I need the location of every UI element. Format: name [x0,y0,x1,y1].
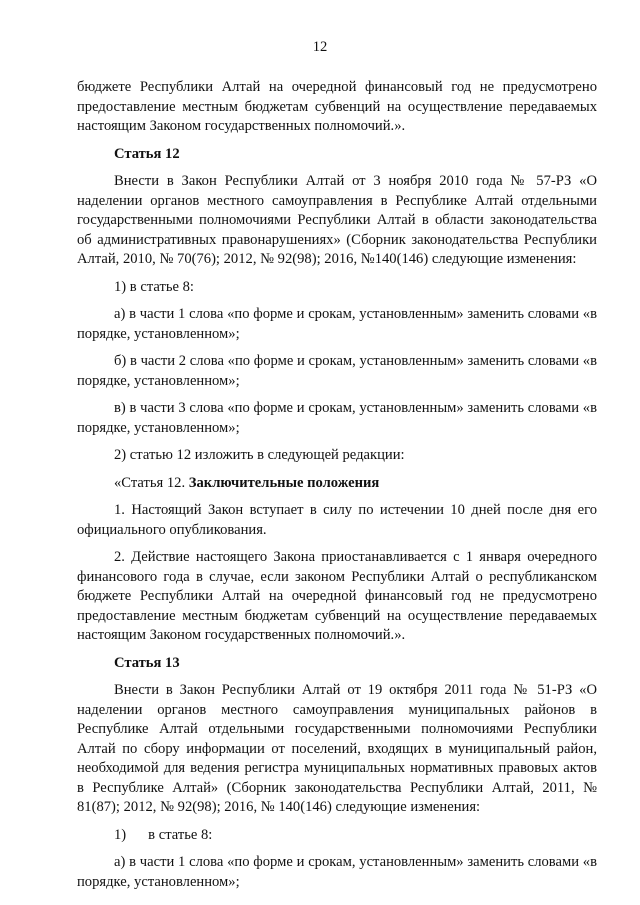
article-12-item-1v: в) в части 3 слова «по форме и срокам, установленным» заменить словами «в порядке, установленном»; [77,400,597,436]
paragraph-continuation: бюджете Республики Алтай на очередной финансовый год не предусмотрено предоставление местным бюджетам субвенций на осуществление передаваемых настоящим Законом государственных полномочий.». [77,79,597,134]
new-article-12-part-2: 2. Действие настоящего Закона приостанавливается с 1 января очередного финансового года в случае, если законом Республики Алтай о республиканском бюджете Республики Алтай на очередной финансовый год не предусмотрено предоставление местным бюджетам субвенций на осуществление передаваемых настоящим Законом государственных полномочий.». [77,549,597,643]
article-13-item-1-number: 1) [114,826,127,843]
article-13-heading: Статья 13 [114,654,180,671]
article-12-item-1b: б) в части 2 слова «по форме и срокам, установленным» заменить словами «в порядке, установленном»; [77,353,597,389]
article-13-item-1a: а) в части 1 слова «по форме и срокам, установленным» заменить словами «в порядке, установленном»; [77,854,597,890]
article-13-item-1 [77,826,597,846]
new-article-12-part-1: 1. Настоящий Закон вступает в силу по истечении 10 дней после дня его официального опубликования. [77,502,597,538]
article-13-intro: Внести в Закон Республики Алтай от 19 октября 2011 года № 51-РЗ «О наделении органов местного самоуправления муниципальных районов в Республике Алтай отдельными государственными полномочиями Республики Алтай по сбору информации от поселений, входящих в муниципальный район, необходимой для ведения регистра муниципальных нормативных правовых актов в Республике Алтай» (Сборник законодательства Республики Алтай, 2011, № 81(87); 2012, № 92(98); 2016, № 140(146) следующие изменения: [77,682,597,815]
new-article-12-label: «Статья 12. [114,474,189,491]
article-12-heading: Статья 12 [114,145,180,162]
page-number: 12 [312,39,328,55]
new-article-12-title [77,474,597,494]
article-12-item-1a: а) в части 1 слова «по форме и срокам, установленным» заменить словами «в порядке, установленном»; [77,306,597,342]
article-13-item-1-text: в статье 8: [148,826,213,843]
article-12-item-1: 1) в статье 8: [114,278,194,295]
article-12-item-2: 2) статью 12 изложить в следующей редакции: [114,447,405,463]
new-article-12-title-bold: Заключительные положения [188,474,380,491]
document-body [77,78,597,900]
article-12-intro: Внести в Закон Республики Алтай от 3 ноября 2010 года № 57-РЗ «О наделении органов местного самоуправления в Республике Алтай отдельными государственными полномочиями Республики Алтай в области законодательства об административных правонарушениях» (Сборник законодательства Республики Алтай, 2010, № 70(76); 2012, № 92(98); 2016, №140(146) следующие изменения: [77,173,597,267]
